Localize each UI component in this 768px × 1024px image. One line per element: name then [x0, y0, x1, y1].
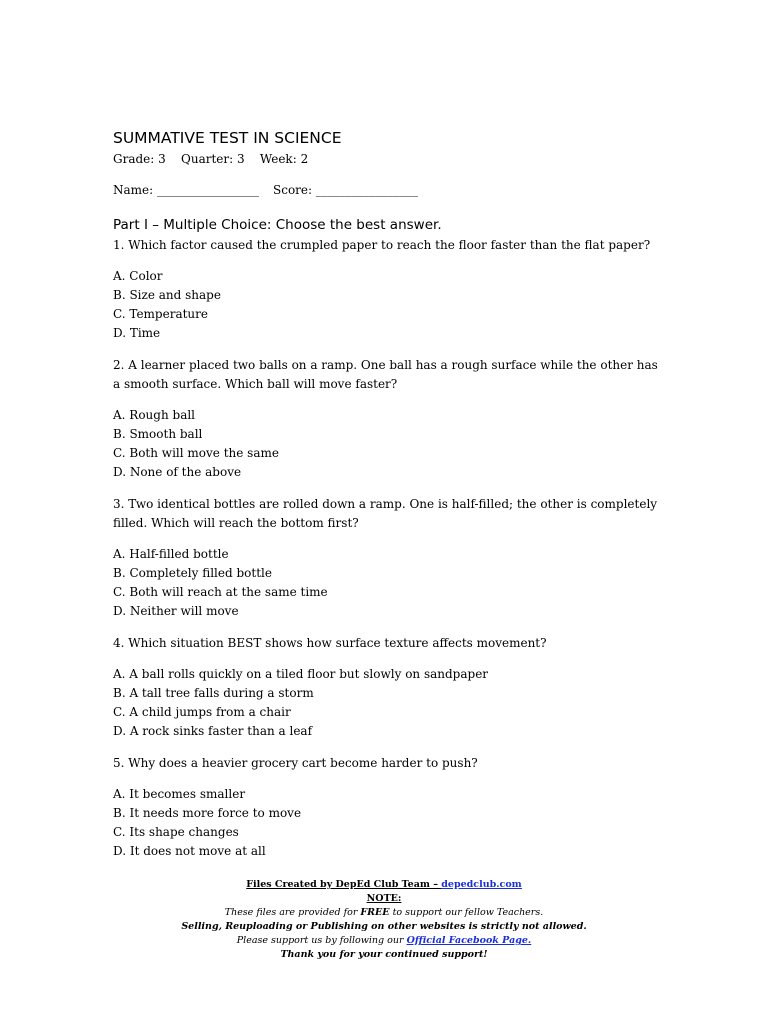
question-1 [113, 236, 658, 343]
facebook-page-link[interactable]: Official Facebook Page. [406, 935, 532, 946]
question-text: 5. Why does a heavier grocery cart become harder to push? [113, 756, 478, 770]
page-title: SUMMATIVE TEST IN SCIENCE [113, 129, 342, 147]
question-text: 1. Which factor caused the crumpled paper to reach the floor faster than the flat paper? [113, 238, 651, 252]
answer-option: D. Time [113, 326, 161, 340]
footer-line-support-pre: Please support us by following our [236, 935, 407, 946]
footer-line-warning: Selling, Reuploading or Publishing on other websites is strictly not allowed. [181, 921, 587, 932]
answer-option: A. It becomes smaller [113, 787, 246, 801]
footer-line-support [0, 934, 768, 948]
answer-option: B. It needs more force to move [113, 806, 302, 820]
name-score-row [113, 181, 658, 200]
answer-option: C. Temperature [113, 307, 208, 321]
answer-options [113, 665, 658, 741]
answer-option: D. It does not move at all [113, 844, 266, 858]
footer-credit [0, 878, 768, 892]
footer-notice [0, 878, 768, 962]
answer-option: A. Color [113, 269, 163, 283]
answer-option: C. A child jumps from a chair [113, 705, 291, 719]
answer-option: A. A ball rolls quickly on a tiled floor but slowly on sandpaper [113, 667, 489, 681]
answer-option: C. Both will reach at the same time [113, 585, 328, 599]
name-field[interactable]: Name: _________________ [113, 183, 259, 197]
answer-options [113, 785, 658, 861]
question-5 [113, 754, 658, 861]
answer-option: C. Both will move the same [113, 446, 279, 460]
answer-options [113, 406, 658, 482]
footer-credit-text: Files Created by DepEd Club Team – [246, 879, 442, 890]
footer-note: NOTE: [366, 893, 402, 904]
answer-option: D. A rock sinks faster than a leaf [113, 724, 313, 738]
answer-options [113, 267, 658, 343]
question-2 [113, 356, 658, 482]
test-page [113, 126, 658, 874]
answer-options [113, 545, 658, 621]
question-3 [113, 495, 658, 621]
footer-site-link[interactable]: depedclub.com [441, 879, 522, 890]
footer-line-free [0, 906, 768, 920]
question-list [113, 236, 658, 861]
question-text: 3. Two identical bottles are rolled down a ramp. One is half-filled; the other is completely filled. Which will reach the bottom first? [113, 497, 658, 530]
answer-option: D. Neither will move [113, 604, 239, 618]
grade-quarter-week: Grade: 3 Quarter: 3 Week: 2 [113, 152, 309, 166]
answer-option: D. None of the above [113, 465, 242, 479]
score-field[interactable]: Score: _________________ [273, 183, 418, 197]
answer-option: B. Smooth ball [113, 427, 203, 441]
answer-option: B. Size and shape [113, 288, 221, 302]
part1-heading: Part I – Multiple Choice: Choose the best answer. [113, 217, 442, 233]
footer-line-free-post: to support our fellow Teachers. [389, 907, 544, 918]
footer-line-free-pre: These files are provided for [224, 907, 361, 918]
answer-option: A. Half-filled bottle [113, 547, 229, 561]
question-4 [113, 634, 658, 741]
footer-line-free-bold: FREE [360, 907, 390, 918]
answer-option: B. Completely filled bottle [113, 566, 272, 580]
answer-option: B. A tall tree falls during a storm [113, 686, 314, 700]
answer-option: A. Rough ball [113, 408, 196, 422]
footer-line-thanks: Thank you for your continued support! [280, 949, 488, 960]
question-text: 4. Which situation BEST shows how surface texture affects movement? [113, 636, 547, 650]
question-text: 2. A learner placed two balls on a ramp. One ball has a rough surface while the other has a smooth surface. Which ball will move faster? [113, 358, 658, 391]
answer-option: C. Its shape changes [113, 825, 239, 839]
